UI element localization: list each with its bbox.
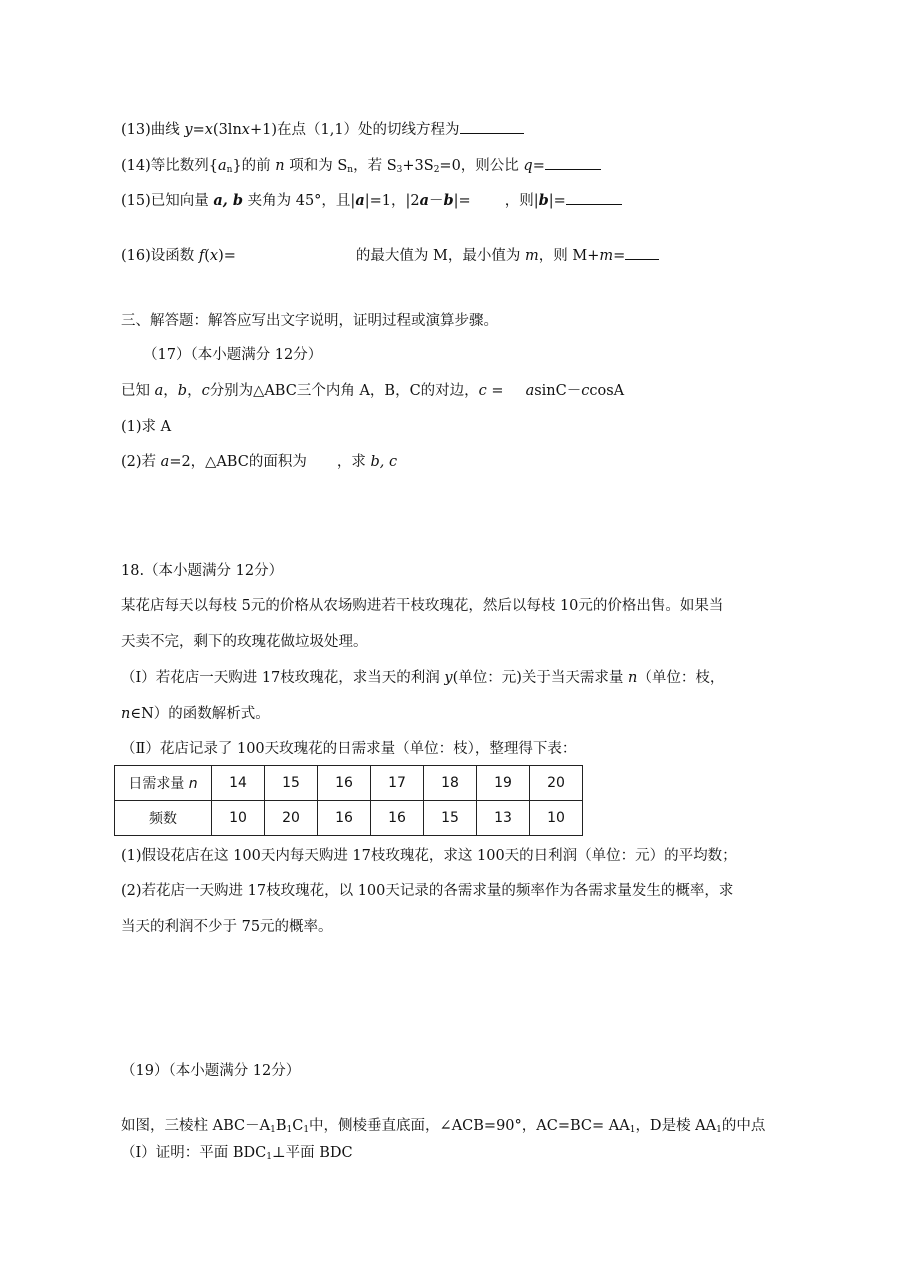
q16-paren: ( [204, 248, 210, 264]
q15-text: 夹角为 45°，且| [243, 193, 356, 209]
q15-vec-b2: b [538, 192, 549, 209]
q18-sub-1: (1)假设花店在这 100天内每天购进 17枝玫瑰花，求这 100天的日利润（单位：元）的平均数； [121, 848, 737, 864]
table-cell: 15 [265, 766, 318, 801]
q13-expr: (3ln [212, 122, 242, 138]
q18-var-n: n [628, 670, 638, 686]
q18-part-i-cont [121, 704, 270, 724]
table-cell: 17 [371, 766, 424, 801]
q18-i-text: （Ⅰ）若花店一天购进 17枝玫瑰花，求当天的利润 [121, 670, 445, 686]
q18-var-n2: n [121, 706, 131, 722]
q17-p2-text2: =2，△ABC的面积为 [169, 454, 307, 470]
q17-text2: 分别为△ABC三个内角 A，B，C的对边， [209, 383, 479, 399]
q17-var-c3: c [581, 383, 590, 399]
q17-var-b: b [177, 383, 188, 399]
table-cell: 10 [212, 801, 265, 836]
q15-text5: |= [548, 193, 566, 209]
table-cell: 13 [477, 801, 530, 836]
table-cell: 18 [424, 766, 477, 801]
q17-var-c: c [201, 383, 210, 399]
q14-sub-2: 2 [433, 165, 440, 175]
q16-var-x: x [209, 248, 219, 264]
q19-i-text2: ⊥平面 BDC [271, 1145, 353, 1161]
q14-label: (14)等比数列{ [121, 158, 218, 174]
q15-vectors: a, b [213, 192, 244, 209]
q17-p2-text3: ，求 [336, 454, 371, 470]
q16-close: )= [218, 248, 236, 264]
q17-var-a: a [154, 383, 164, 399]
q14-text5: =0，则公比 [439, 158, 524, 174]
question-16 [121, 245, 659, 266]
q18-part-i [121, 668, 724, 688]
q18-paragraph-1: 某花店每天以每枝 5元的价格从农场购进若干枝玫瑰花，然后以每枝 10元的价格出售。如果当 [121, 598, 724, 614]
q15-text3: |= [453, 193, 471, 209]
q18-part-ii: （Ⅱ）花店记录了 100天玫瑰花的日需求量（单位：枝），整理得下表： [121, 741, 577, 757]
q14-sub-3: 3 [396, 165, 403, 175]
table-header-demand [115, 766, 212, 801]
q17-p2-text: (2)若 [121, 454, 161, 470]
table-row [115, 801, 583, 836]
q13-var-x: x [204, 122, 213, 138]
question-15 [121, 190, 622, 211]
q14-answer-blank[interactable] [545, 155, 601, 170]
q14-text2: 项和为 S [284, 158, 348, 174]
q19-i-sub: 1 [266, 1152, 272, 1162]
q14-var-q: q [523, 158, 533, 174]
q13-eq: = [192, 122, 205, 138]
q18-paragraph-2: 天卖不完，剩下的玫瑰花做垃圾处理。 [121, 634, 368, 650]
table-cell: 16 [318, 801, 371, 836]
q19-text4: 中，侧棱垂直底面，∠ACB=90°，AC=BC= AA [309, 1118, 630, 1134]
q17-part-1: (1)求 A [121, 419, 172, 435]
table-row [115, 766, 583, 801]
q17-var-a2: a [525, 383, 535, 399]
q14-text3: ，若 S [353, 158, 397, 174]
q17-statement [121, 381, 624, 401]
q14-var-a: a [218, 158, 227, 174]
q18-sub-2-cont: 当天的利润不少于 75元的概率。 [121, 919, 333, 935]
table-cell: 16 [318, 766, 371, 801]
table-cell: 19 [477, 766, 530, 801]
q19-sub5: 1 [716, 1125, 722, 1135]
q19-text5: ，D是棱 AA [635, 1118, 717, 1134]
q19-heading: （19）（本小题满分 12分） [121, 1063, 301, 1079]
q17-var-c2: c [478, 383, 487, 399]
demand-label: 日需求量 [128, 776, 189, 792]
q18-var-y: y [444, 670, 453, 686]
q14-text4: +3S [402, 158, 434, 174]
q17-eq: = [486, 383, 504, 399]
q15-label: (15)已知向量 [121, 193, 214, 209]
q17-text4: cosA [589, 383, 625, 399]
q15-vec-b: b [443, 192, 454, 209]
q17-comma2: ， [187, 383, 202, 399]
q16-text2: ，则 M+ [538, 248, 600, 264]
q14-var-n: n [275, 158, 285, 174]
q13-text: +1)在点（1,1）处的切线方程为 [249, 122, 460, 138]
q19-text3: C [292, 1118, 304, 1134]
q18-i-text4: ∈N）的函数解析式。 [130, 706, 270, 722]
q18-i-text3: （单位：枝， [637, 670, 725, 686]
q19-sub4: 1 [629, 1125, 636, 1135]
q19-sub3: 1 [303, 1125, 310, 1135]
q16-label: (16)设函数 [121, 248, 199, 264]
q15-vec-a2: a [419, 192, 430, 209]
table-cell: 14 [212, 766, 265, 801]
q17-text3: sinC－ [534, 383, 582, 399]
q17-part-2 [121, 452, 397, 472]
q17-text: 已知 [121, 383, 155, 399]
q15-minus: － [429, 193, 444, 209]
table-header-frequency: 频数 [115, 801, 212, 836]
q17-p2-var-a: a [160, 454, 170, 470]
q15-text2: |=1，|2 [364, 193, 420, 209]
q14-eq: = [532, 158, 545, 174]
q16-var-m: m [525, 248, 539, 264]
q13-label: (13)曲线 [121, 122, 185, 138]
q14-text: }的前 [232, 158, 276, 174]
q14-sub-sn: n [347, 165, 354, 175]
table-cell: 15 [424, 801, 477, 836]
q19-i-text: （Ⅰ）证明：平面 BDC [121, 1145, 267, 1161]
q18-heading: 18.（本小题满分 12分） [121, 563, 284, 579]
q19-text2: B [275, 1118, 287, 1134]
q15-answer-blank[interactable] [566, 190, 622, 205]
question-13 [121, 119, 524, 140]
table-cell: 16 [371, 801, 424, 836]
question-14 [121, 155, 601, 180]
q13-var-y: y [184, 122, 193, 138]
table-cell: 10 [530, 801, 583, 836]
q19-text6: 的中点 [721, 1118, 766, 1134]
q13-var-x2: x [241, 122, 250, 138]
q19-sub: 1 [270, 1125, 276, 1135]
table-cell: 20 [265, 801, 318, 836]
q16-eq: = [613, 248, 626, 264]
q19-sub2: 1 [286, 1125, 293, 1135]
q16-text: 的最大值为 M，最小值为 [355, 248, 525, 264]
q18-i-text2: (单位：元)关于当天需求量 [452, 670, 629, 686]
q14-sub-n: n [226, 165, 233, 175]
q15-text4: ，则| [504, 193, 539, 209]
q17-heading: （17）（本小题满分 12分） [143, 347, 323, 363]
q15-vec-a: a [355, 192, 365, 209]
q13-answer-blank[interactable] [460, 119, 524, 134]
q16-var-f: f [198, 248, 205, 264]
q18-sub-2: (2)若花店一天购进 17枝玫瑰花，以 100天记录的各需求量的频率作为各需求量发生的概率，求 [121, 883, 734, 899]
q19-statement [121, 1116, 765, 1140]
q17-p2-vars: b, c [370, 454, 398, 470]
q16-var-m2: m [599, 248, 614, 264]
q19-part-i [121, 1143, 353, 1167]
table-cell: 20 [530, 766, 583, 801]
q19-text: 如图，三棱柱 ABC－A [121, 1118, 271, 1134]
q16-answer-blank[interactable] [625, 245, 659, 260]
section-3-heading: 三、解答题：解答应写出文字说明，证明过程或演算步骤。 [121, 313, 498, 329]
demand-frequency-table [114, 765, 583, 836]
demand-label-n: n [188, 776, 198, 792]
q17-comma: ， [163, 383, 178, 399]
